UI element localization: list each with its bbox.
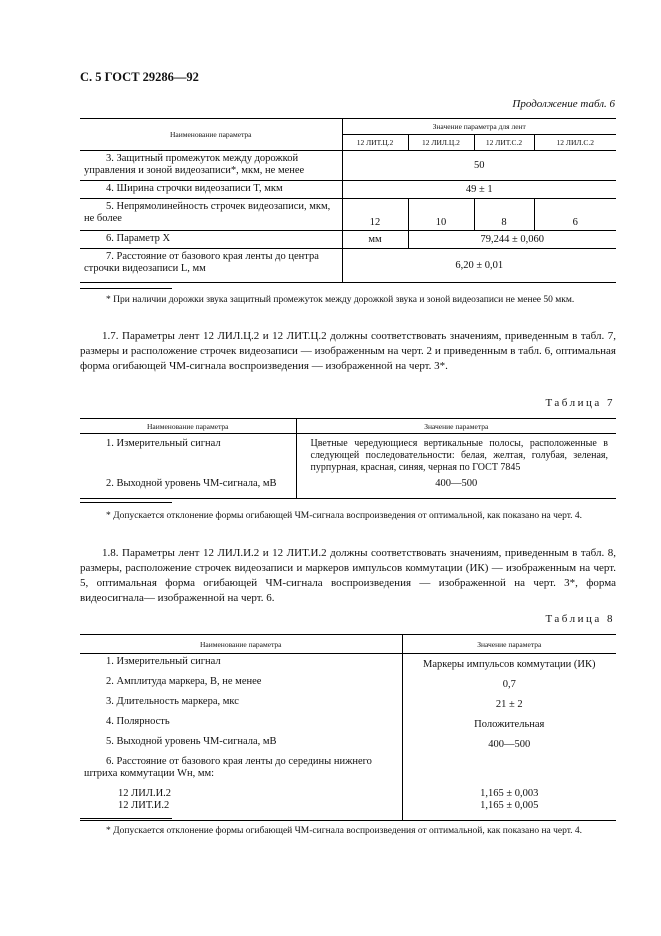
table-row [80, 231, 616, 249]
sub-param-name: 12 ЛИТ.И.2 [118, 800, 170, 811]
table-row [80, 734, 616, 754]
table-row [80, 674, 616, 694]
table-row [80, 181, 616, 199]
table7-col-param: Наименование параметра [80, 419, 296, 434]
table-8 [80, 634, 616, 821]
table-row [80, 151, 616, 181]
param-name: 1. Измерительный сигнал [80, 654, 402, 675]
table-row [80, 199, 616, 231]
table8-col-param: Наименование параметра [80, 635, 402, 654]
param-value: 400—500 [488, 738, 531, 750]
table-row [80, 714, 616, 734]
param-value: Положительная [474, 718, 545, 730]
param-name: 3. Защитный промежуток между дорожкой управления и зоной видеозаписи*, мкм, не менее [80, 151, 342, 181]
param-value [402, 754, 616, 784]
sub-param-value: 1,165 ± 0,005 [480, 800, 539, 811]
param-name: 2. Амплитуда маркера, В, не менее [80, 674, 402, 694]
param-unit: мм [342, 231, 408, 249]
param-value: 0,7 [502, 678, 516, 690]
param-name: 6. Параметр X [80, 231, 342, 249]
table6-subheader: 12 ЛИТ.Ц.2 [342, 135, 408, 151]
param-name: 3. Длительность маркера, мкс [80, 694, 402, 714]
table-continuation-label: Продолжение табл. 6 [512, 98, 615, 110]
table7-caption: Таблица 7 [545, 397, 615, 409]
paragraph-1-7: 1.7. Параметры лент 12 ЛИЛ.Ц.2 и 12 ЛИТ.Ц.2 должны соответствовать значениям, приведенным в табл. 7, размеры и расположение строчек видеозаписи — изображенным на черт. 2 и приведенным в табл. 6, оптимальная форма огибающей ЧМ-сигнала воспроизведения — изображенной на черт. 3*. [80, 330, 616, 372]
param-value: Цветные чередующиеся вертикальные полосы, расположенные в следующей последовательности: белая, желтая, голубая, зеленая, пурпурная, красная, синяя, черная по ГОСТ 7845 [310, 438, 608, 473]
table8-footnote: * Допускается отклонение формы огибающей ЧМ-сигнала воспроизведения от оптимальной, как показано на черт. 4. [106, 826, 583, 836]
param-name: 5. Выходной уровень ЧМ-сигнала, мВ [80, 734, 402, 754]
param-value: 8 [474, 199, 534, 231]
param-value: 49 ± 1 [342, 181, 616, 199]
param-value: 21 ± 2 [495, 698, 523, 710]
param-value: 6 [534, 199, 616, 231]
param-value: 12 [342, 199, 408, 231]
table-6 [80, 118, 616, 283]
table-row [80, 654, 616, 675]
table6-subheader: 12 ЛИЛ.Ц.2 [408, 135, 474, 151]
table-row [80, 694, 616, 714]
param-name: 4. Ширина строчки видеозаписи T, мкм [80, 181, 342, 199]
table-row [80, 476, 616, 498]
param-value: 79,244 ± 0,060 [408, 231, 616, 249]
table6-col-value: Значение параметра для лент [342, 119, 616, 135]
sub-param-name: 12 ЛИЛ.И.2 [118, 788, 172, 799]
param-name: 5. Непрямолинейность строчек видеозаписи, мкм, не более [80, 199, 342, 231]
param-name: 1. Измерительный сигнал [80, 434, 296, 477]
page-header: С. 5 ГОСТ 29286—92 [80, 70, 199, 84]
sub-param-value: 1,165 ± 0,003 [480, 788, 539, 799]
param-value: 400—500 [296, 476, 616, 498]
table-row [80, 784, 616, 821]
footnote-rule [80, 818, 172, 819]
param-value: Маркеры импульсов коммутации (ИК) [423, 658, 596, 670]
footnote-rule [80, 502, 172, 503]
param-value: 10 [408, 199, 474, 231]
table8-col-value: Значение параметра [402, 635, 616, 654]
param-name: 2. Выходной уровень ЧМ-сигнала, мВ [80, 476, 296, 498]
table-row [80, 249, 616, 283]
param-value: 6,20 ± 0,01 [342, 249, 616, 283]
paragraph-1-8: 1.8. Параметры лент 12 ЛИЛ.И.2 и 12 ЛИТ.И.2 должны соответствовать значениям, приведенным в табл. 8, размеры, расположение строчек видеозаписи и маркеров импульсов коммутации (ИК) — изображенным на черт. 5, оптимальная форма огибающей ЧМ-сигнала воспроизведения — изображенной на черт. 3*, форма видеосигнала— изображенной на черт. 6. [80, 547, 616, 604]
footnote-rule [80, 288, 172, 289]
table6-footnote: * При наличии дорожки звука защитный промежуток между дорожкой звука и зоной видеозаписи не менее 50 мкм. [106, 295, 575, 305]
table6-col-param: Наименование параметра [80, 119, 342, 151]
table-7 [80, 418, 616, 499]
param-name: 7. Расстояние от базового края ленты до центра строчки видеозаписи L, мм [80, 249, 342, 283]
param-name: 6. Расстояние от базового края ленты до середины нижнего штриха коммутации Wн, мм: [80, 754, 402, 784]
param-name: 4. Полярность [80, 714, 402, 734]
param-value: 50 [342, 151, 616, 181]
table8-caption: Таблица 8 [545, 613, 615, 625]
table-row [80, 754, 616, 784]
table6-subheader: 12 ЛИТ.С.2 [474, 135, 534, 151]
table7-footnote: * Допускается отклонение формы огибающей ЧМ-сигнала воспроизведения от оптимальной, как показано на черт. 4. [106, 511, 583, 521]
table7-col-value: Значение параметра [296, 419, 616, 434]
table6-subheader: 12 ЛИЛ.С.2 [534, 135, 616, 151]
table-row [80, 434, 616, 477]
